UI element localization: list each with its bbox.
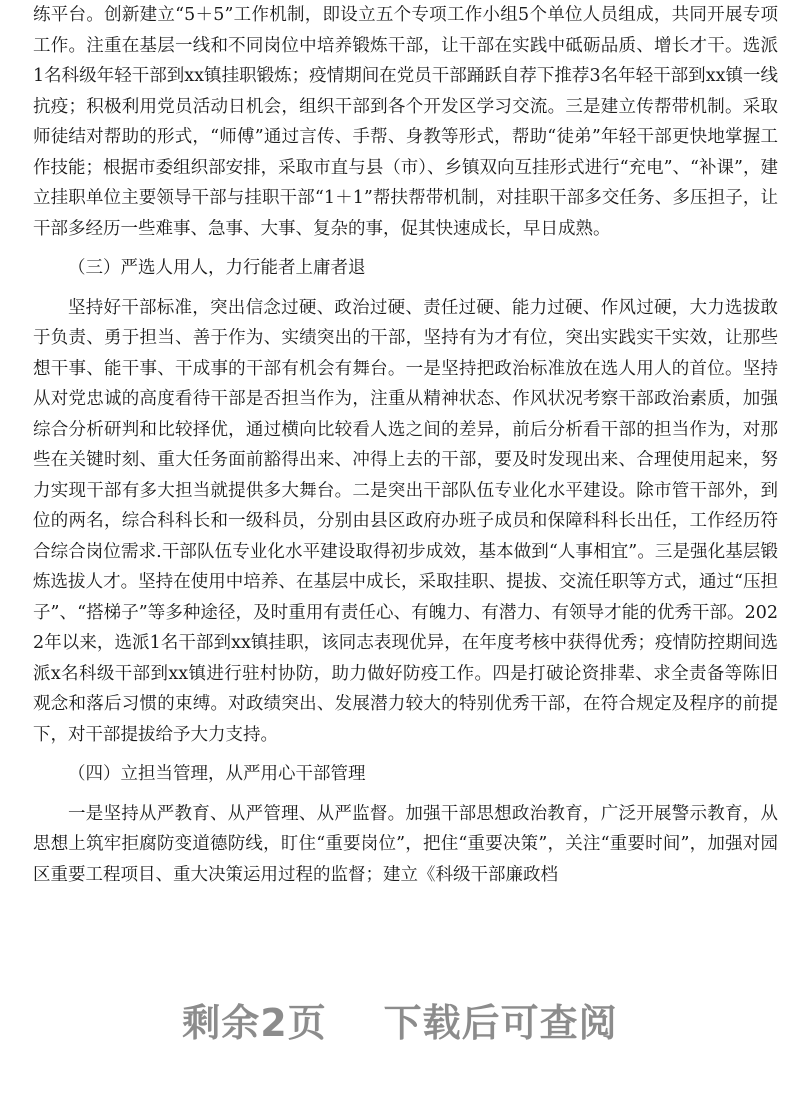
- section-heading-4: （四）立担当管理，从严用心干部管理: [68, 764, 366, 784]
- download-prompt-banner[interactable]: [0, 992, 800, 1047]
- paragraph-training-platform: 练平台。创新建立“5＋5”工作机制，即设立五个专项工作小组5个单位人员组成，共同开展专项工作。注重在基层一线和不同岗位中培养锻炼干部，让干部在实践中砥砺品质、增长才干。选派1名科级年轻干部到xx镇挂职锻炼；疫情期间在党员干部踊跃自荐下推荐3名年轻干部到xx镇一线抗疫；积极利用党员活动日机会，组织干部到各个开发区学习交流。三是建立传帮带机制。采取师徒结对帮助的形式，“师傅”通过言传、手帮、身教等形式，帮助“徒弟”年轻干部更快地掌握工作技能；根据市委组织部安排，采取市直与县（市）、乡镇双向互挂形式进行“充电”、“补课”，建立挂职单位主要领导干部与挂职干部“1＋1”帮扶帮带机制，对挂职干部多交任务、多压担子，让干部多经历一些难事、急事、大事、复杂的事，促其快速成长，早日成熟。: [33, 5, 778, 239]
- paragraph-strict-management: 一是坚持从严教育、从严管理、从严监督。加强干部思想政治教育，广泛开展警示教育，从思想上筑牢拒腐防变道德防线，盯住“重要岗位”，把住“重要决策”，关注“重要时间”，加强对园区重要工程项目、重大决策运用过程的监督；建立《科级干部廉政档: [33, 803, 778, 885]
- document-page: [33, 0, 778, 890]
- paragraph-selection-standards: 坚持好干部标准，突出信念过硬、政治过硬、责任过硬、能力过硬、作风过硬，大力选拔敢于负责、勇于担当、善于作为、实绩突出的干部，坚持有为才有位，突出实践实干实效，让那些想干事、能干事、干成事的干部有机会有舞台。一是坚持把政治标准放在选人用人的首位。坚持从对党忠诚的高度看待干部是否担当作为，注重从精神状态、作风状况考察干部政治素质，加强综合分析研判和比较择优，通过横向比较看人选之间的差异，前后分析看干部的担当作为，对那些在关键时刻、重大任务面前豁得出来、冲得上去的干部，要及时发现出来、合理使用起来，努力实现干部有多大担当就提供多大舞台。二是突出干部队伍专业化水平建设。除市管干部外，到位的两名，综合科科长和一级科员，分别由县区政府办班子成员和保障科科长出任，工作经历符合综合岗位需求.干部队伍专业化水平建设取得初步成效，基本做到“人事相宜”。三是强化基层锻炼选拔人才。坚持在使用中培养、在基层中成长，采取挂职、提拔、交流任职等方式，通过“压担子”、“搭梯子”等多种途径，及时重用有责任心、有魄力、有潜力、有领导才能的优秀干部。2022年以来，选派1名干部到xx镇挂职，该同志表现优异，在年度考核中获得优秀；疫情防控期间选派x名科级干部到xx镇进行驻村协防，助力做好防疫工作。四是打破论资排辈、求全责备等陈旧观念和落后习惯的束缚。对政绩突出、发展潜力较大的特别优秀干部，在符合规定及程序的前提下，对干部提拔给予大力支持。: [33, 297, 778, 745]
- remaining-pages-text: 剩余2页: [182, 1001, 327, 1045]
- section-heading-3: （三）严选人用人，力行能者上庸者退: [68, 258, 366, 278]
- download-to-view-text: 下载后可查阅: [383, 1001, 618, 1045]
